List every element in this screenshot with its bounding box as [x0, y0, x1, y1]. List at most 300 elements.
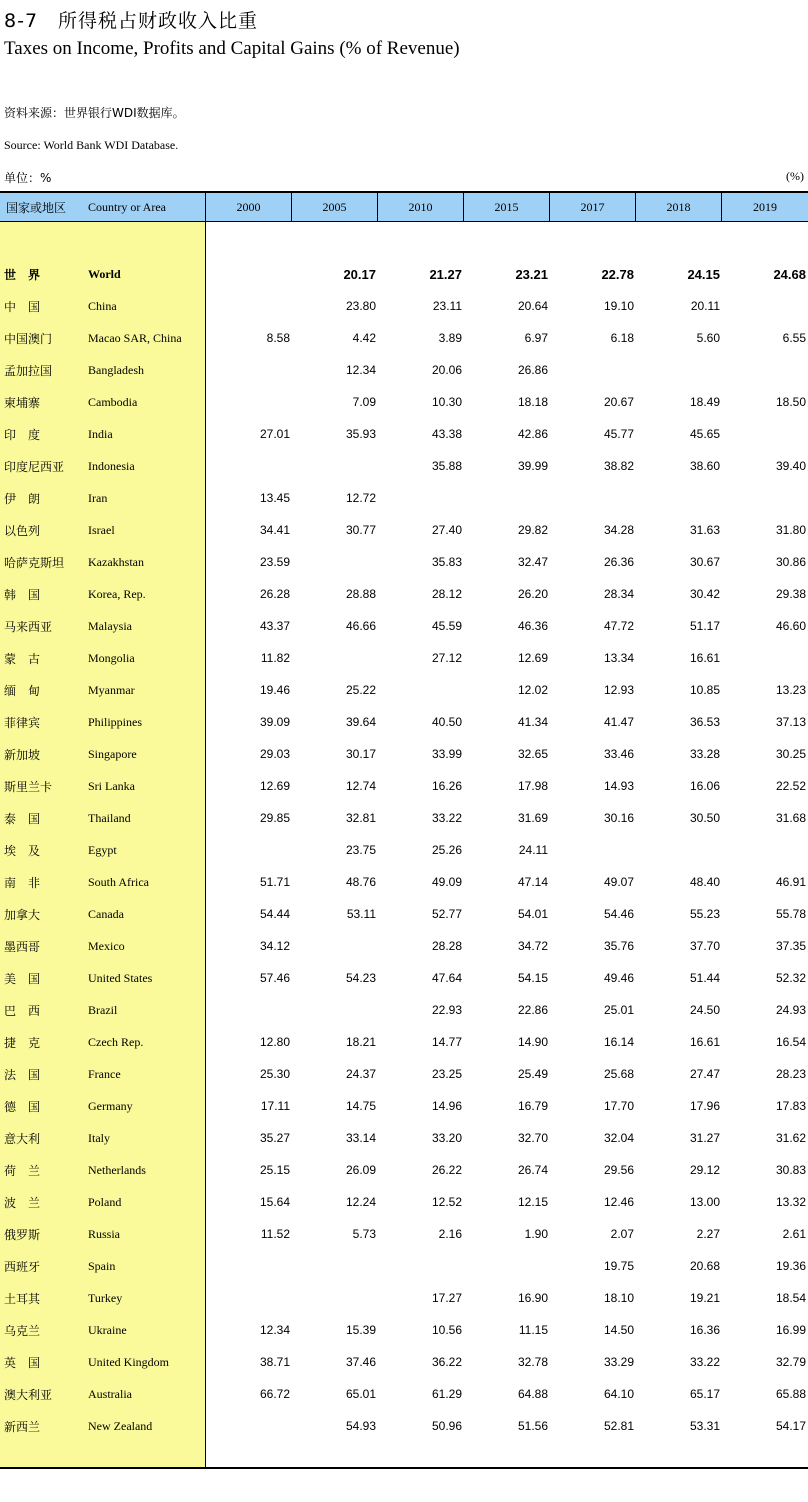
value-cell: 29.82 [517, 523, 548, 537]
page-title-en: Taxes on Income, Profits and Capital Gains (% of Revenue) [4, 38, 460, 59]
value-cell: 26.36 [603, 555, 634, 569]
table-row [0, 1058, 808, 1090]
country-name-cn: 加拿大 [4, 907, 41, 922]
value-cell: 20.64 [517, 299, 548, 313]
table-row [0, 642, 808, 674]
value-cell: 2.16 [438, 1227, 462, 1241]
value-cell: 17.27 [431, 1291, 462, 1305]
value-cell: 13.45 [259, 491, 290, 505]
country-name-cn: 土耳其 [4, 1291, 41, 1306]
header-year: 2015 [464, 193, 550, 221]
value-cell: 10.85 [689, 683, 720, 697]
value-cell: 46.36 [517, 619, 548, 633]
country-name-cn: 菲律宾 [4, 715, 41, 730]
value-cell: 48.40 [689, 875, 720, 889]
table-rows [0, 258, 808, 1442]
value-cell: 35.76 [603, 939, 634, 953]
value-cell: 48.76 [345, 875, 376, 889]
country-name-en: Philippines [88, 714, 143, 729]
value-cell: 19.46 [259, 683, 290, 697]
country-name-en: Macao SAR, China [88, 330, 182, 345]
value-cell: 33.22 [689, 1355, 720, 1369]
value-cell: 37.13 [775, 715, 806, 729]
table-row [0, 1122, 808, 1154]
value-cell: 19.36 [775, 1259, 806, 1273]
value-cell: 28.12 [431, 587, 462, 601]
unit-label-right: (%) [786, 169, 804, 183]
country-name-cn: 新加坡 [4, 747, 41, 762]
header-year: 2019 [753, 199, 777, 214]
value-cell: 36.53 [689, 715, 720, 729]
value-cell: 39.40 [775, 459, 806, 473]
value-cell: 32.47 [517, 555, 548, 569]
table-row [0, 1218, 808, 1250]
value-cell: 6.97 [524, 331, 548, 345]
header-year: 2005 [292, 193, 378, 221]
value-cell: 17.70 [603, 1099, 634, 1113]
value-cell: 1.90 [524, 1227, 548, 1241]
value-cell: 12.72 [345, 491, 376, 505]
value-cell: 30.17 [345, 747, 376, 761]
value-cell: 25.30 [259, 1067, 290, 1081]
value-cell: 65.88 [775, 1387, 806, 1401]
country-name-cn: 德 国 [4, 1099, 41, 1114]
table-row [0, 1346, 808, 1378]
country-name-cn: 世 界 [4, 267, 41, 282]
country-name-en: Netherlands [88, 1162, 146, 1177]
value-cell: 29.38 [775, 587, 806, 601]
table-row [0, 1282, 808, 1314]
value-cell: 37.46 [345, 1355, 376, 1369]
value-cell: 30.83 [775, 1163, 806, 1177]
table-row [0, 770, 808, 802]
country-name-en: France [88, 1066, 121, 1081]
country-name-en: Italy [88, 1130, 110, 1145]
value-cell: 37.35 [775, 939, 806, 953]
value-cell: 17.98 [517, 779, 548, 793]
value-cell: 11.82 [260, 651, 290, 665]
value-cell: 49.09 [431, 875, 462, 889]
value-cell: 16.06 [689, 779, 720, 793]
value-cell: 16.61 [689, 651, 720, 665]
value-cell: 10.56 [431, 1323, 462, 1337]
value-cell: 51.71 [259, 875, 290, 889]
value-cell: 51.17 [689, 619, 720, 633]
value-cell: 23.59 [259, 555, 290, 569]
source-note-en: Source: World Bank WDI Database. [4, 138, 179, 152]
value-cell: 33.29 [603, 1355, 634, 1369]
value-cell: 3.89 [438, 331, 462, 345]
value-cell: 54.15 [517, 971, 548, 985]
table-row [0, 1026, 808, 1058]
value-cell: 14.90 [517, 1035, 548, 1049]
country-name-en: South Africa [88, 874, 149, 889]
value-cell: 35.88 [431, 459, 462, 473]
value-cell: 14.50 [603, 1323, 634, 1337]
value-cell: 26.86 [517, 363, 548, 377]
value-cell: 18.54 [775, 1291, 806, 1305]
value-cell: 31.27 [689, 1131, 720, 1145]
value-cell: 32.81 [345, 811, 376, 825]
value-cell: 11.52 [260, 1227, 290, 1241]
country-name-cn: 美 国 [4, 971, 41, 986]
country-name-en: India [88, 426, 113, 441]
country-name-en: World [88, 266, 121, 281]
value-cell: 26.22 [431, 1163, 462, 1177]
value-cell: 52.32 [775, 971, 806, 985]
country-name-cn: 墨西哥 [4, 939, 41, 954]
country-name-en: Canada [88, 906, 124, 921]
value-cell: 65.17 [689, 1387, 720, 1401]
value-cell: 39.99 [517, 459, 548, 473]
value-cell: 32.65 [517, 747, 548, 761]
table-header [0, 193, 808, 221]
country-name-en: Poland [88, 1194, 122, 1209]
country-name-en: Cambodia [88, 394, 138, 409]
value-cell: 18.10 [603, 1291, 634, 1305]
value-cell: 5.60 [696, 331, 720, 345]
value-cell: 25.01 [603, 1003, 634, 1017]
value-cell: 12.15 [517, 1195, 548, 1209]
value-cell: 7.09 [352, 395, 376, 409]
value-cell: 24.15 [687, 266, 720, 282]
country-name-cn: 意大利 [4, 1131, 41, 1146]
value-cell: 36.22 [431, 1355, 462, 1369]
value-cell: 12.02 [517, 683, 548, 697]
value-cell: 46.60 [775, 619, 806, 633]
country-name-cn: 西班牙 [4, 1259, 41, 1274]
header-country [0, 193, 206, 221]
value-cell: 57.46 [259, 971, 290, 985]
value-cell: 23.21 [515, 266, 548, 282]
source-note-cn: 资料来源：世界银行WDI数据库。 [4, 106, 185, 120]
value-cell: 12.46 [603, 1195, 634, 1209]
table-row [0, 322, 808, 354]
value-cell: 15.64 [259, 1195, 290, 1209]
value-cell: 18.18 [517, 395, 548, 409]
value-cell: 22.86 [517, 1003, 548, 1017]
value-cell: 23.25 [431, 1067, 462, 1081]
value-cell: 29.12 [689, 1163, 720, 1177]
value-cell: 43.37 [259, 619, 290, 633]
country-name-cn: 波 兰 [4, 1195, 41, 1210]
table-row [0, 1090, 808, 1122]
value-cell: 12.69 [259, 779, 290, 793]
value-cell: 35.27 [259, 1131, 290, 1145]
value-cell: 20.11 [690, 299, 720, 313]
value-cell: 40.50 [431, 715, 462, 729]
country-name-cn: 马来西亚 [4, 619, 53, 634]
value-cell: 34.12 [259, 939, 290, 953]
value-cell: 19.75 [603, 1259, 634, 1273]
value-cell: 6.18 [610, 331, 634, 345]
table-row [0, 578, 808, 610]
table-row [0, 514, 808, 546]
value-cell: 47.72 [603, 619, 634, 633]
value-cell: 25.22 [345, 683, 376, 697]
table-bottom-rule [0, 1467, 808, 1469]
value-cell: 28.23 [775, 1067, 806, 1081]
value-cell: 29.56 [603, 1163, 634, 1177]
value-cell: 31.62 [775, 1131, 806, 1145]
value-cell: 61.29 [431, 1387, 462, 1401]
country-name-cn: 孟加拉国 [4, 363, 53, 378]
value-cell: 16.54 [775, 1035, 806, 1049]
value-cell: 22.52 [775, 779, 806, 793]
value-cell: 43.38 [431, 427, 462, 441]
country-name-en: Turkey [88, 1290, 123, 1305]
table-row [0, 290, 808, 322]
value-cell: 34.28 [603, 523, 634, 537]
country-name-en: United Kingdom [88, 1354, 169, 1369]
table-row [0, 258, 808, 290]
value-cell: 54.44 [259, 907, 290, 921]
country-name-en: Bangladesh [88, 362, 144, 377]
table-row [0, 610, 808, 642]
value-cell: 25.68 [603, 1067, 634, 1081]
table-row [0, 994, 808, 1026]
value-cell: 39.64 [345, 715, 376, 729]
value-cell: 29.85 [259, 811, 290, 825]
value-cell: 32.04 [603, 1131, 634, 1145]
table-row [0, 930, 808, 962]
country-name-en: Israel [88, 522, 115, 537]
value-cell: 38.60 [689, 459, 720, 473]
table-row [0, 482, 808, 514]
country-name-cn: 哈萨克斯坦 [4, 555, 65, 570]
value-cell: 37.70 [689, 939, 720, 953]
value-cell: 64.88 [517, 1387, 548, 1401]
value-cell: 27.12 [431, 651, 462, 665]
value-cell: 30.86 [775, 555, 806, 569]
value-cell: 41.47 [603, 715, 634, 729]
country-name-en: Egypt [88, 842, 117, 857]
value-cell: 25.49 [517, 1067, 548, 1081]
header-country-en: Country or Area [88, 199, 166, 214]
country-name-cn: 以色列 [4, 523, 41, 538]
value-cell: 30.50 [689, 811, 720, 825]
country-name-en: Singapore [88, 746, 137, 761]
country-name-cn: 柬埔寨 [4, 395, 41, 410]
value-cell: 33.22 [431, 811, 462, 825]
value-cell: 15.39 [345, 1323, 376, 1337]
header-year: 2010 [378, 193, 464, 221]
country-name-cn: 澳大利亚 [4, 1387, 53, 1402]
value-cell: 41.34 [517, 715, 548, 729]
value-cell: 66.72 [259, 1387, 290, 1401]
value-cell: 12.34 [345, 363, 376, 377]
table-row [0, 418, 808, 450]
table-body [0, 222, 808, 1468]
table-row [0, 1410, 808, 1442]
value-cell: 29.03 [259, 747, 290, 761]
country-name-en: Myanmar [88, 682, 135, 697]
value-cell: 39.09 [259, 715, 290, 729]
value-cell: 22.78 [601, 266, 634, 282]
country-name-en: Thailand [88, 810, 131, 825]
country-name-en: Australia [88, 1386, 132, 1401]
value-cell: 30.42 [689, 587, 720, 601]
value-cell: 47.64 [431, 971, 462, 985]
value-cell: 26.09 [345, 1163, 376, 1177]
value-cell: 12.93 [603, 683, 634, 697]
value-cell: 18.21 [345, 1035, 376, 1049]
data-table [0, 191, 808, 1468]
value-cell: 12.52 [431, 1195, 462, 1209]
value-cell: 16.26 [431, 779, 462, 793]
value-cell: 54.17 [775, 1419, 806, 1433]
country-name-en: Mongolia [88, 650, 135, 665]
country-name-cn: 捷 克 [4, 1035, 41, 1050]
country-name-en: Sri Lanka [88, 778, 135, 793]
country-name-cn: 中国澳门 [4, 331, 53, 346]
value-cell: 55.78 [775, 907, 806, 921]
unit-label: 单位：% [4, 171, 52, 185]
country-name-en: Brazil [88, 1002, 118, 1017]
value-cell: 24.50 [689, 1003, 720, 1017]
country-name-en: Russia [88, 1226, 121, 1241]
value-cell: 45.59 [431, 619, 462, 633]
value-cell: 17.83 [775, 1099, 806, 1113]
header-year: 2000 [206, 193, 292, 221]
value-cell: 54.93 [345, 1419, 376, 1433]
value-cell: 54.46 [603, 907, 634, 921]
value-cell: 42.86 [517, 427, 548, 441]
value-cell: 10.30 [431, 395, 462, 409]
country-name-en: Korea, Rep. [88, 586, 146, 601]
value-cell: 25.26 [431, 843, 462, 857]
country-name-cn: 泰 国 [4, 811, 41, 826]
table-row [0, 738, 808, 770]
table-row [0, 674, 808, 706]
country-name-cn: 韩 国 [4, 587, 41, 602]
value-cell: 65.01 [345, 1387, 376, 1401]
value-cell: 24.93 [775, 1003, 806, 1017]
value-cell: 16.61 [689, 1035, 720, 1049]
value-cell: 23.75 [345, 843, 376, 857]
country-name-cn: 印度尼西亚 [4, 459, 65, 474]
value-cell: 31.69 [517, 811, 548, 825]
table-row [0, 1378, 808, 1410]
country-name-cn: 英 国 [4, 1355, 41, 1370]
table-row [0, 962, 808, 994]
table-row [0, 866, 808, 898]
value-cell: 13.34 [603, 651, 634, 665]
table-row [0, 834, 808, 866]
value-cell: 38.82 [603, 459, 634, 473]
value-cell: 14.93 [603, 779, 634, 793]
value-cell: 2.27 [696, 1227, 720, 1241]
value-cell: 31.63 [689, 523, 720, 537]
value-cell: 16.14 [603, 1035, 634, 1049]
value-cell: 33.14 [345, 1131, 376, 1145]
value-cell: 16.90 [517, 1291, 548, 1305]
value-cell: 50.96 [431, 1419, 462, 1433]
table-row [0, 802, 808, 834]
table-row [0, 386, 808, 418]
value-cell: 35.93 [345, 427, 376, 441]
country-name-en: Kazakhstan [88, 554, 144, 569]
value-cell: 17.11 [260, 1099, 290, 1113]
value-cell: 20.06 [431, 363, 462, 377]
value-cell: 12.34 [259, 1323, 290, 1337]
value-cell: 53.11 [346, 907, 376, 921]
value-cell: 53.31 [689, 1419, 720, 1433]
value-cell: 54.23 [345, 971, 376, 985]
value-cell: 16.79 [517, 1099, 548, 1113]
table-row [0, 1314, 808, 1346]
value-cell: 18.50 [775, 395, 806, 409]
value-cell: 46.66 [345, 619, 376, 633]
value-cell: 30.77 [345, 523, 376, 537]
table-row [0, 1250, 808, 1282]
country-name-cn: 巴 西 [4, 1003, 41, 1018]
value-cell: 31.80 [775, 523, 806, 537]
value-cell: 24.11 [518, 843, 548, 857]
value-cell: 25.15 [259, 1163, 290, 1177]
value-cell: 16.99 [775, 1323, 806, 1337]
country-name-cn: 乌克兰 [4, 1323, 41, 1338]
value-cell: 19.21 [689, 1291, 720, 1305]
value-cell: 12.24 [345, 1195, 376, 1209]
value-cell: 26.28 [259, 587, 290, 601]
value-cell: 26.74 [517, 1163, 548, 1177]
country-name-cn: 斯里兰卡 [4, 779, 53, 794]
value-cell: 2.61 [782, 1227, 806, 1241]
country-name-en: Indonesia [88, 458, 135, 473]
country-name-en: Iran [88, 490, 108, 505]
value-cell: 8.58 [266, 331, 290, 345]
country-name-cn: 荷 兰 [4, 1163, 41, 1178]
country-name-cn: 印 度 [4, 427, 41, 442]
value-cell: 30.25 [775, 747, 806, 761]
value-cell: 13.32 [775, 1195, 806, 1209]
country-name-en: Mexico [88, 938, 125, 953]
value-cell: 33.20 [431, 1131, 462, 1145]
table-row [0, 1154, 808, 1186]
value-cell: 45.77 [603, 427, 634, 441]
value-cell: 12.69 [517, 651, 548, 665]
country-name-cn: 俄罗斯 [4, 1227, 41, 1242]
value-cell: 35.83 [431, 555, 462, 569]
value-cell: 52.81 [603, 1419, 634, 1433]
table-row [0, 354, 808, 386]
value-cell: 28.34 [603, 587, 634, 601]
value-cell: 31.68 [775, 811, 806, 825]
value-cell: 21.27 [429, 266, 462, 282]
country-name-en: Germany [88, 1098, 133, 1113]
table-row [0, 898, 808, 930]
value-cell: 20.17 [343, 266, 376, 282]
country-name-cn: 新西兰 [4, 1419, 41, 1434]
header-year: 2017 [550, 193, 636, 221]
country-name-cn: 缅 甸 [4, 683, 41, 698]
value-cell: 24.37 [345, 1067, 376, 1081]
value-cell: 13.00 [689, 1195, 720, 1209]
value-cell: 14.77 [431, 1035, 462, 1049]
country-name-cn: 中 国 [4, 299, 41, 314]
value-cell: 54.01 [517, 907, 548, 921]
value-cell: 49.07 [603, 875, 634, 889]
country-name-en: Ukraine [88, 1322, 127, 1337]
value-cell: 32.79 [775, 1355, 806, 1369]
country-name-cn: 南 非 [4, 875, 41, 890]
value-cell: 33.28 [689, 747, 720, 761]
value-cell: 28.88 [345, 587, 376, 601]
value-cell: 14.96 [431, 1099, 462, 1113]
value-cell: 34.72 [517, 939, 548, 953]
table-row [0, 1186, 808, 1218]
